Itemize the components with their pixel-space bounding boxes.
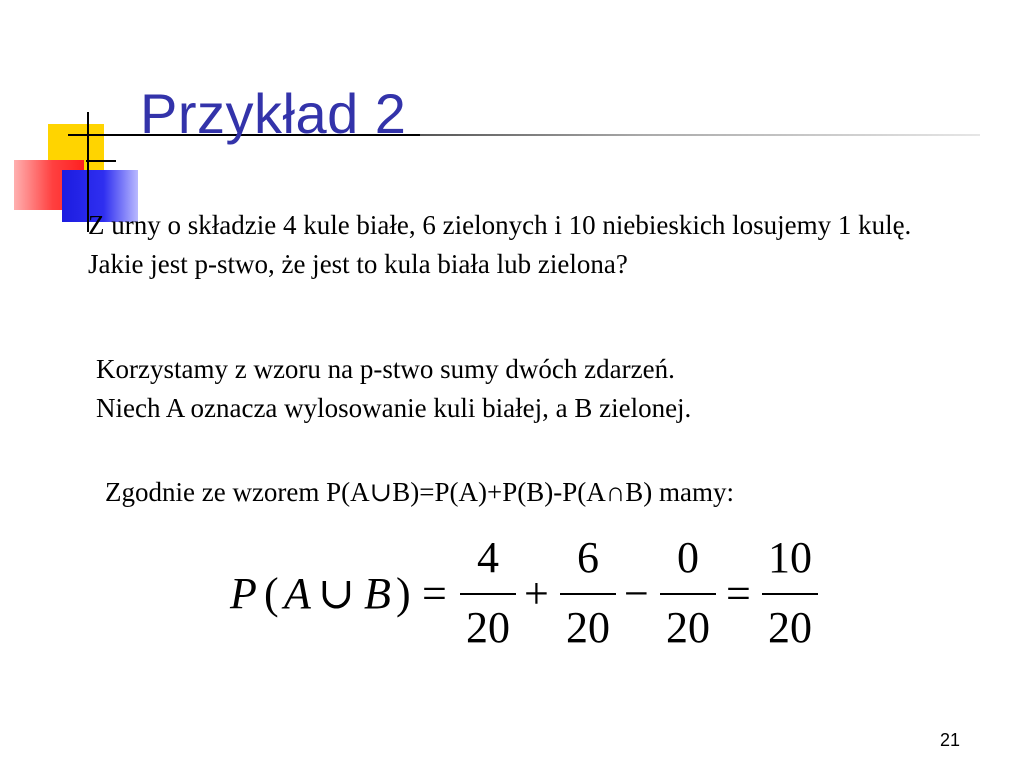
- slide-decoration: [0, 0, 160, 240]
- title-underline-fade: [420, 134, 980, 136]
- fraction2-denominator: 20: [566, 603, 610, 652]
- page-number: 21: [940, 730, 961, 750]
- eq-equals-1: =: [422, 569, 447, 618]
- eq-symbol-b: B: [364, 569, 391, 618]
- slide-title: Przykład 2: [140, 82, 407, 145]
- eq-equals-2: =: [726, 569, 751, 618]
- solution-line-2: Niech A oznacza wylosowanie kuli białej, a B zielonej.: [96, 393, 692, 423]
- fraction1-bar: [460, 593, 516, 595]
- fraction4-denominator: 20: [768, 603, 812, 652]
- eq-paren-open: (: [264, 569, 279, 618]
- eq-symbol-a: A: [284, 569, 311, 618]
- eq-symbol-p: P: [230, 569, 257, 618]
- equation: [230, 534, 850, 654]
- fraction2-numerator: 6: [577, 533, 599, 582]
- fraction1-numerator: 4: [477, 533, 499, 582]
- fraction4-bar: [762, 593, 818, 595]
- solution-intro: [96, 350, 956, 428]
- problem-statement: Z urny o składzie 4 kule białe, 6 zielonych i 10 niebieskich losujemy 1 kulę. Jakie jest p-stwo, że jest to kula biała lub zielona?: [88, 210, 912, 279]
- eq-plus: +: [524, 569, 549, 618]
- fraction3-bar: [660, 593, 716, 595]
- fraction3-denominator: 20: [666, 603, 710, 652]
- fraction4-numerator: 10: [768, 533, 812, 582]
- eq-paren-close: ): [396, 569, 411, 618]
- eq-union-symbol: ∪: [318, 569, 355, 618]
- fraction1-denominator: 20: [466, 603, 510, 652]
- decoration-short-line: [86, 160, 116, 162]
- eq-minus: −: [624, 569, 649, 618]
- solution-line-1: Korzystamy z wzoru na p-stwo sumy dwóch zdarzeń.: [96, 354, 675, 384]
- formula-statement: Zgodnie ze wzorem P(A∪B)=P(A)+P(B)-P(A∩B) mamy:: [105, 477, 734, 507]
- fraction2-bar: [560, 593, 616, 595]
- fraction3-numerator: 0: [677, 533, 699, 582]
